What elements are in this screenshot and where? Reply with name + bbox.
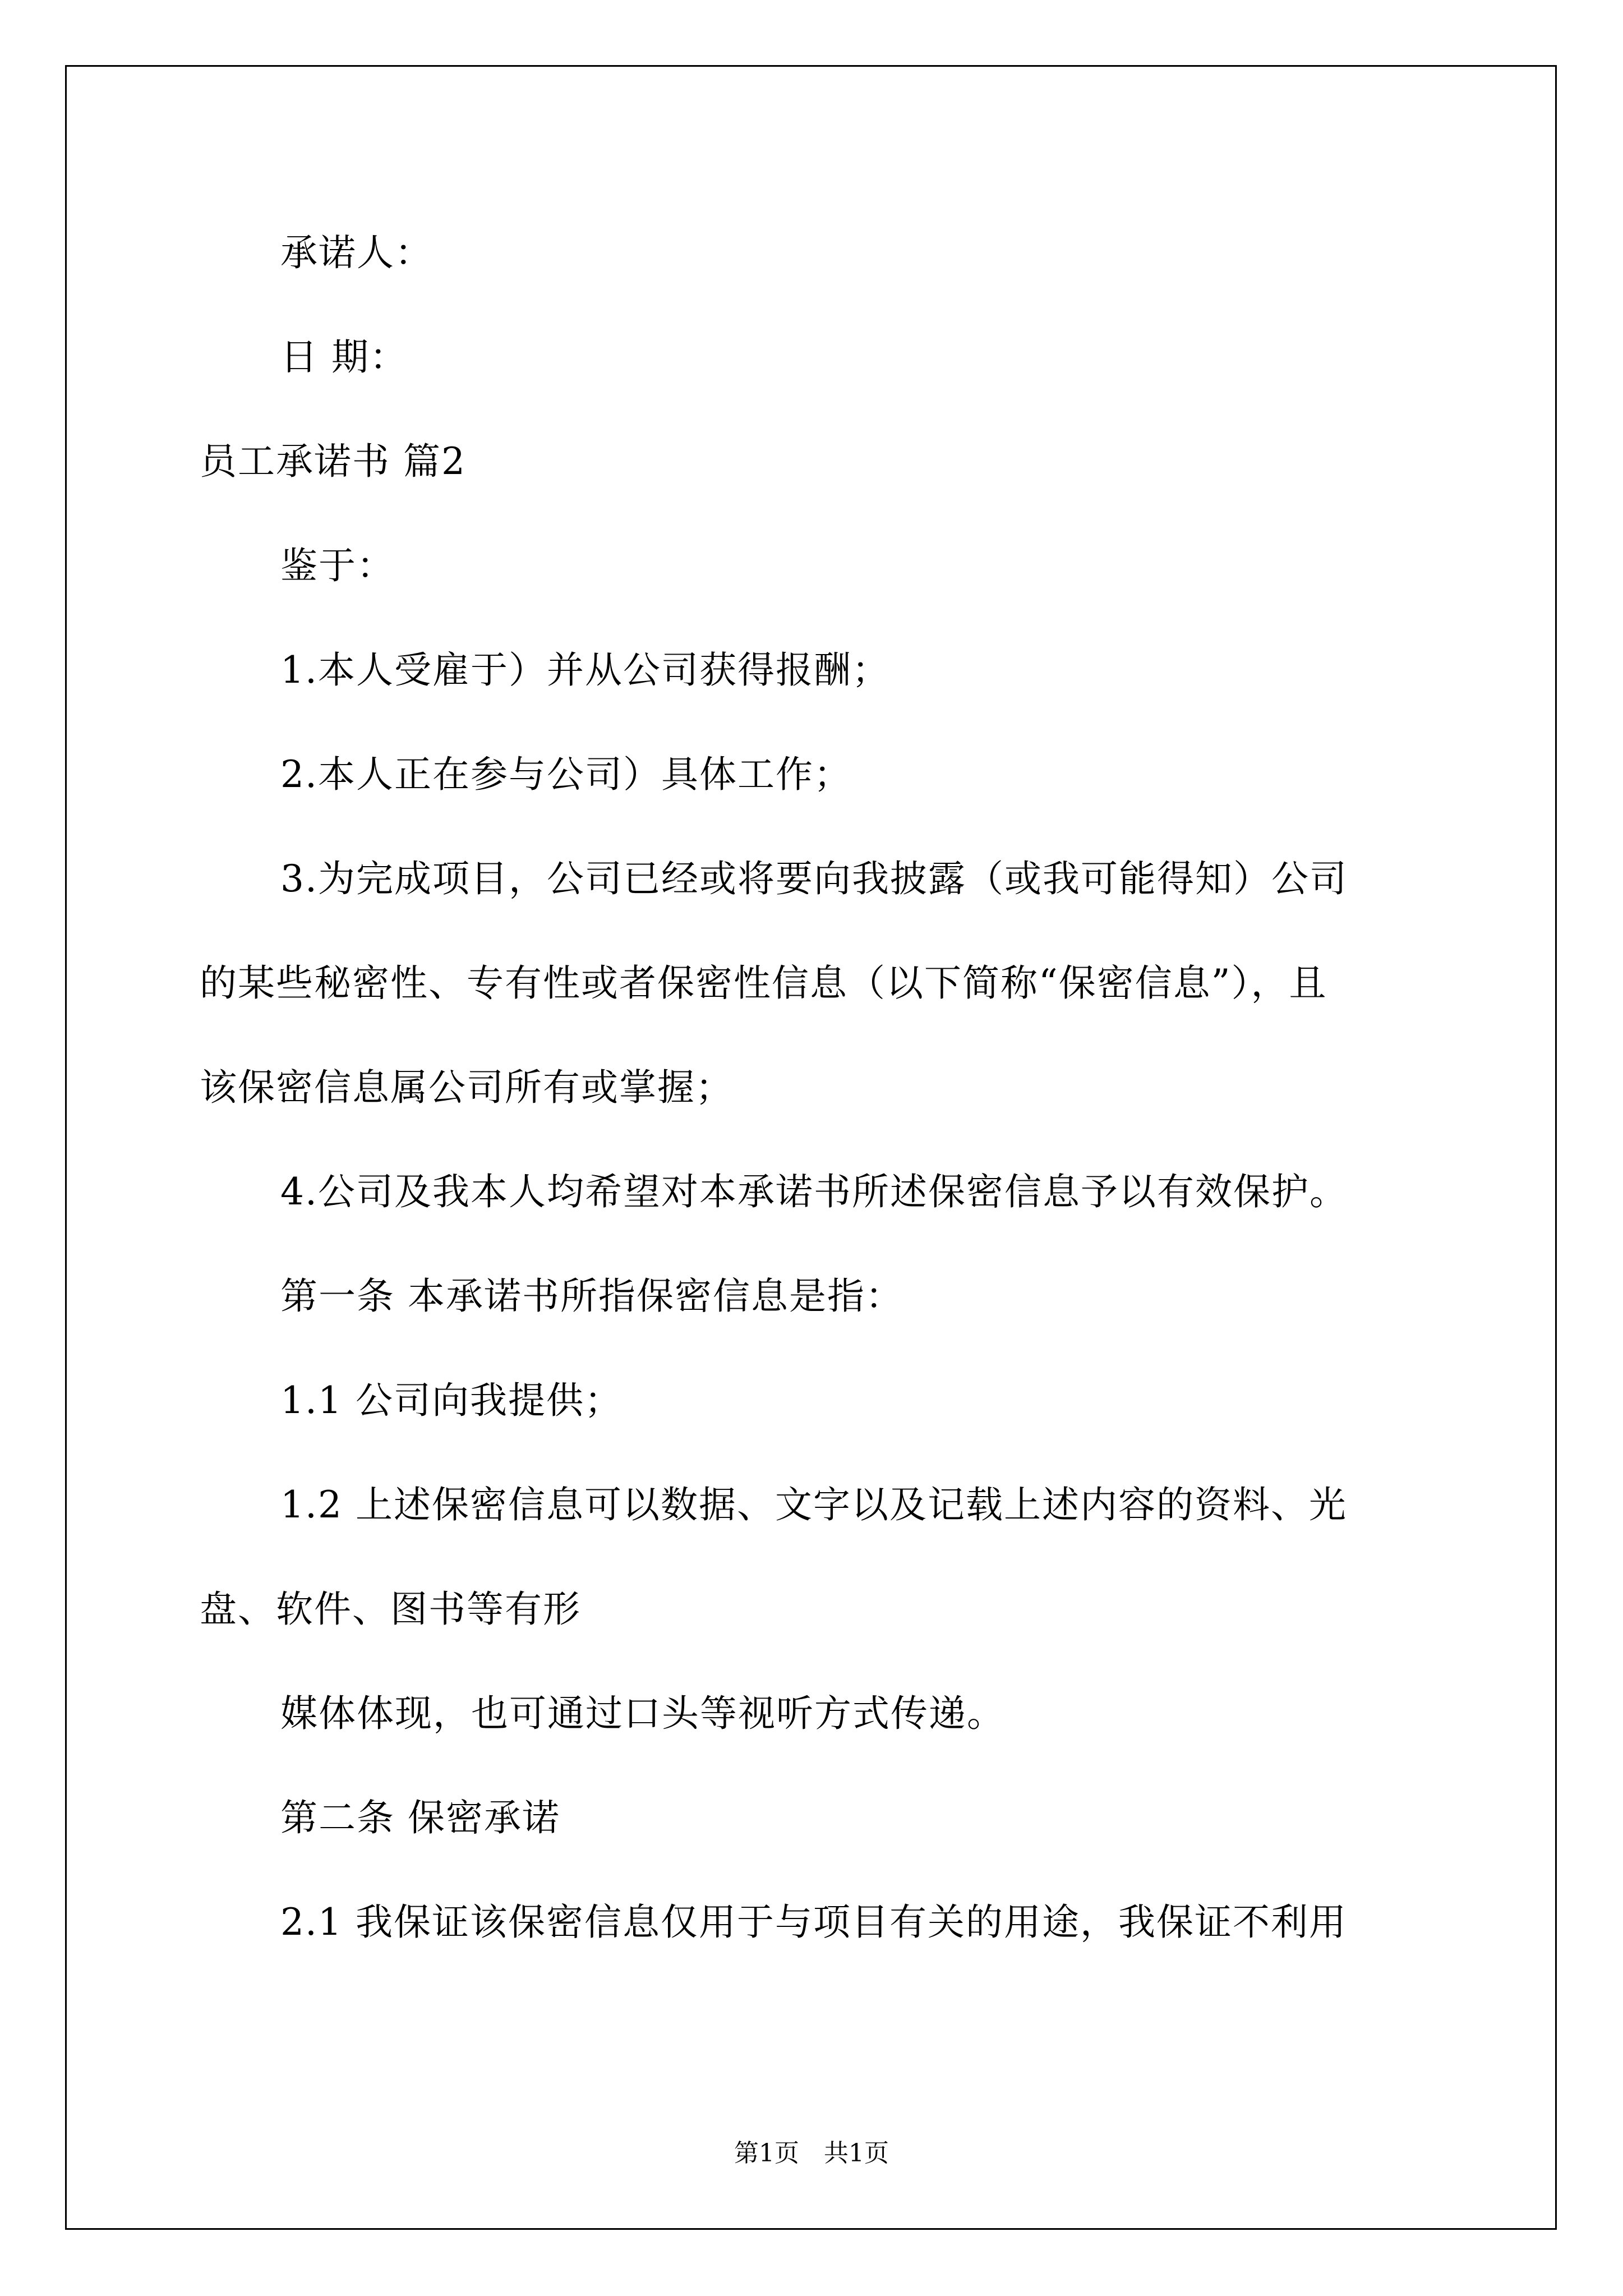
article-1-heading: 第一条 本承诺书所指保密信息是指： <box>280 1274 903 1318</box>
section-heading: 员工承诺书 篇2 <box>200 440 466 483</box>
clause-1-2-line-3: 媒体体现，也可通过口头等视听方式传递。 <box>280 1692 1005 1735</box>
signer-label: 承诺人： <box>280 231 433 274</box>
whereas-label: 鉴于： <box>280 544 395 587</box>
recital-3-line-1: 3.为完成项目，公司已经或将要向我披露（或我可能得知）公司 <box>280 857 1348 900</box>
recital-3-line-2: 的某些秘密性、专有性或者保密性信息（以下简称“保密信息”），且 <box>200 961 1327 1005</box>
recital-4: 4.公司及我本人均希望对本承诺书所述保密信息予以有效保护。 <box>280 1170 1348 1213</box>
clause-1-2-line-1: 1.2 上述保密信息可以数据、文字以及记载上述内容的资料、光 <box>280 1483 1347 1526</box>
recital-3-line-3: 该保密信息属公司所有或掌握； <box>200 1066 734 1109</box>
clause-2-1: 2.1 我保证该保密信息仅用于与项目有关的用途，我保证不利用 <box>280 1901 1347 1944</box>
date-label: 日 期： <box>280 335 408 379</box>
recital-2: 2.本人正在参与公司）具体工作； <box>280 753 852 796</box>
recital-1: 1.本人受雇于）并从公司获得报酬； <box>280 648 890 692</box>
page-number-footer: 第1页 共1页 <box>734 2139 889 2168</box>
clause-1-1: 1.1 公司向我提供； <box>280 1379 623 1422</box>
clause-1-2-line-2: 盘、软件、图书等有形 <box>200 1588 581 1631</box>
article-2-heading: 第二条 保密承诺 <box>280 1796 560 1839</box>
